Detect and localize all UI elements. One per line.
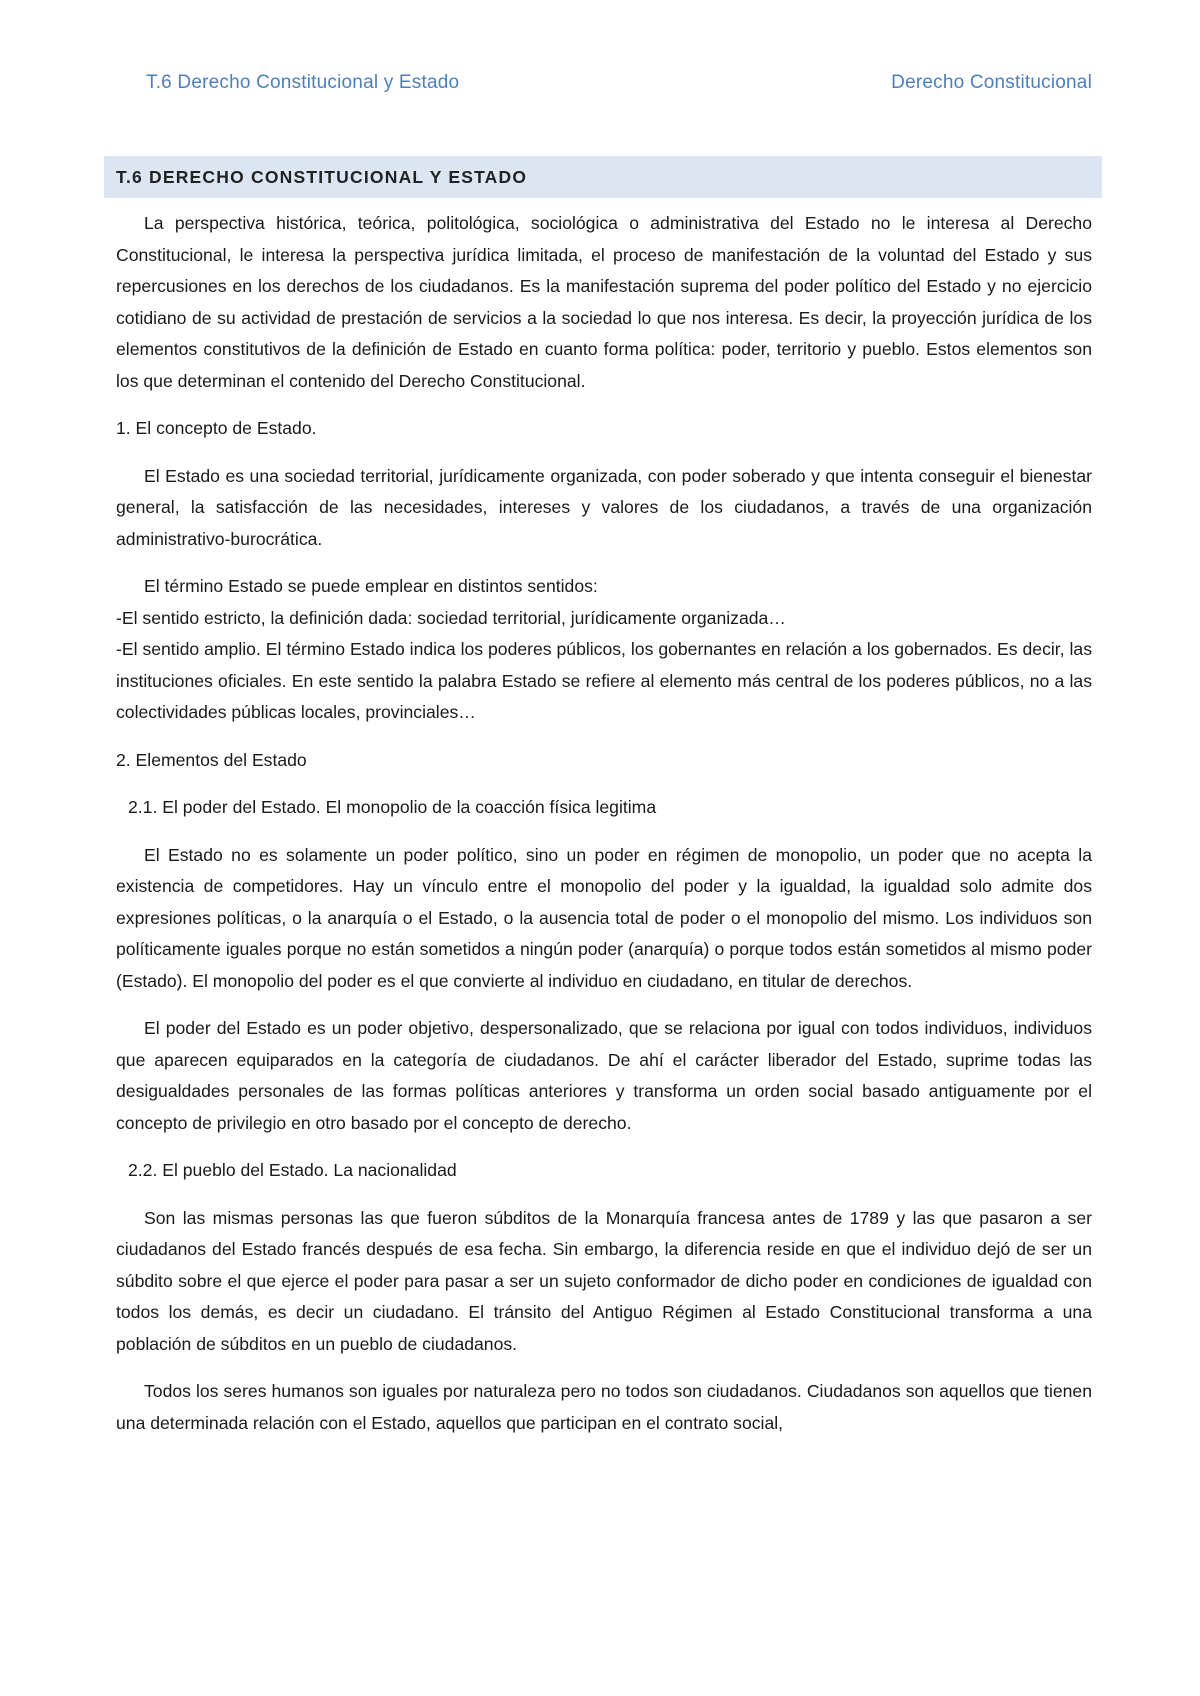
section-2-2-paragraph: Son las mismas personas las que fueron súbditos de la Monarquía francesa antes de 1789 y las que pasaron a ser ciudadanos del Estado francés después de esa fecha. Sin embargo, la diferencia reside en que el individuo dejó de ser un súbdito sobre el que ejerce el poder para pasar a ser un sujeto conformador de dicho poder en condiciones de igualdad con todos los demás, es decir un ciudadano. El tránsito del Antiguo Régimen al Estado Constitucional transforma a una población de súbditos en un pueblo de ciudadanos. — [116, 1207, 1092, 1354]
section-2-2-heading: 2.2. El pueblo del Estado. La nacionalidad — [128, 1160, 457, 1180]
running-header-right: Derecho Constitucional — [891, 72, 1092, 93]
section-2-1-paragraph: El poder del Estado es un poder objetivo, despersonalizado, que se relaciona por igual con todos individuos, individuos que aparecen equiparados en la categoría de ciudadanos. De ahí el carácter liberador del Estado, suprime todas las desigualdades personales de las formas políticas anteriores y transforma un orden social basado antiguamente por el concepto de privilegio en otro basado por el concepto de derecho. — [116, 1018, 1092, 1133]
section-1-list-item: -El sentido estricto, la definición dada: sociedad territorial, jurídicamente organizada… — [116, 607, 786, 628]
section-1-paragraph: El Estado es una sociedad territorial, jurídicamente organizada, con poder soberado y que intenta conseguir el bienestar general, la satisfacción de las necesidades, intereses y valores de los ciudadanos, a través de una organización administrativo-burocrática. — [116, 465, 1092, 549]
section-2-1-heading: 2.1. El poder del Estado. El monopolio de la coacción física legitima — [128, 797, 657, 817]
document-body — [116, 156, 1092, 1439]
section-1-list-intro: El término Estado se puede emplear en distintos sentidos: — [144, 576, 598, 596]
intro-paragraph: La perspectiva histórica, teórica, politológica, sociológica o administrativa del Estado no le interesa al Derecho Constitucional, le interesa la perspectiva jurídica limitada, el proceso de manifestación de la voluntad del Estado y sus repercusiones en los derechos de los ciudadanos. Es la manifestación suprema del poder político del Estado y no ejercicio cotidiano de su actividad de prestación de servicios a la sociedad lo que nos interesa. Es decir, la proyección jurídica de los elementos constitutivos de la definición de Estado en cuanto forma política: poder, territorio y pueblo. Estos elementos son los que determinan el contenido del Derecho Constitucional. — [116, 213, 1092, 391]
chapter-title: T.6 DERECHO CONSTITUCIONAL Y ESTADO — [104, 156, 1102, 198]
running-header-left: T.6 Derecho Constitucional y Estado — [146, 72, 460, 93]
section-2-2-paragraph: Todos los seres humanos son iguales por naturaleza pero no todos son ciudadanos. Ciudadanos son aquellos que tienen una determinada relación con el Estado, aquellos que participan en el contrato social, — [116, 1381, 1092, 1433]
section-2-heading: 2. Elementos del Estado — [116, 749, 307, 770]
section-1-heading: 1. El concepto de Estado. — [116, 418, 317, 438]
section-1-list-item: -El sentido amplio. El término Estado indica los poderes públicos, los gobernantes en relación a los gobernados. Es decir, las instituciones oficiales. En este sentido la palabra Estado se refiere al elemento más central de los poderes públicos, no a las colectividades públicas locales, provinciales… — [116, 639, 1092, 722]
section-2-1-paragraph: El Estado no es solamente un poder político, sino un poder en régimen de monopolio, un poder que no acepta la existencia de competidores. Hay un vínculo entre el monopolio del poder y la igualdad, la igualdad solo admite dos expresiones políticas, o la anarquía o el Estado, o la ausencia total de poder o el monopolio del mismo. Los individuos son políticamente iguales porque no están sometidos a ningún poder (anarquía) o porque todos están sometidos al mismo poder (Estado). El monopolio del poder es el que convierte al individuo en ciudadano, en titular de derechos. — [116, 844, 1092, 991]
